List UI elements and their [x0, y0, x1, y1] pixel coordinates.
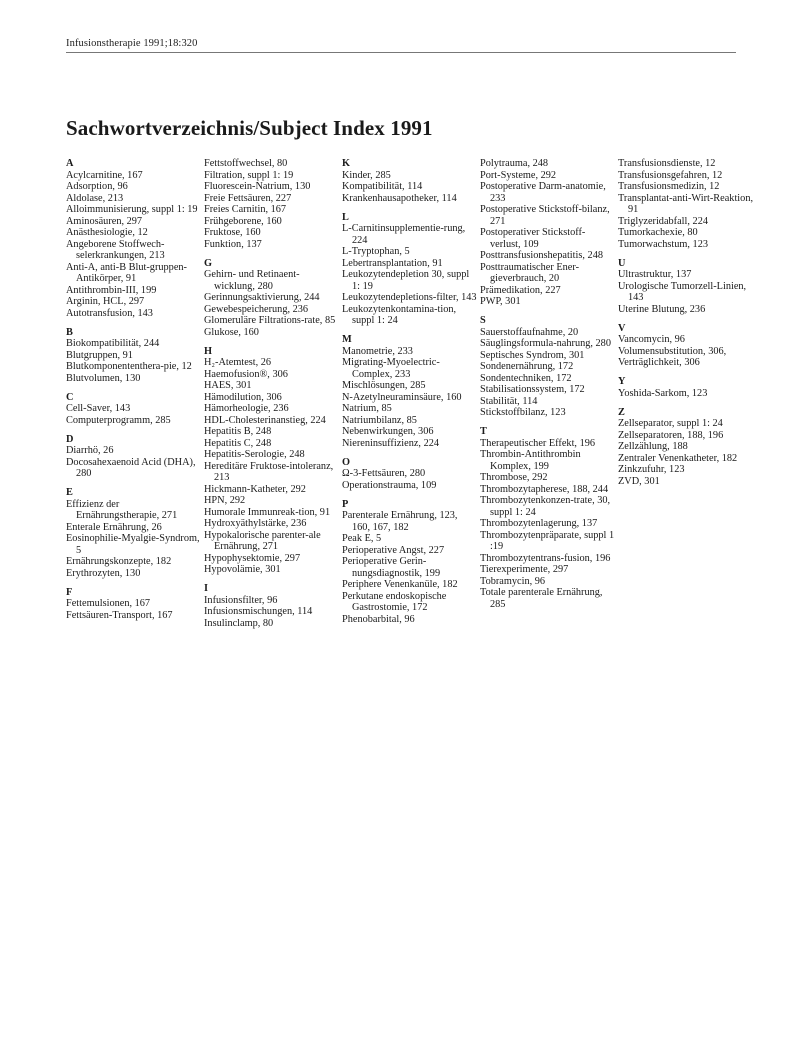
index-entry: Tumorwachstum, 123: [618, 238, 709, 250]
index-letter-heading: V: [618, 322, 626, 334]
index-entry: Thrombozytenpräparate, suppl 1 :19: [480, 529, 615, 552]
index-entry: Kinder, 285: [342, 169, 391, 181]
index-entry: Zinkzufuhr, 123: [618, 464, 685, 475]
index-letter-heading: F: [66, 586, 73, 598]
index-entry: Verträglichkeit, 306: [618, 357, 700, 368]
index-entry: Hepatitis-Serologie, 248: [204, 449, 305, 460]
index-entry: Angeborene Stoffwech-selerkrankungen, 213: [66, 238, 165, 261]
index-entry: Posttransfusionshepatitis, 248: [480, 250, 603, 261]
index-letter-heading: T: [480, 426, 487, 437]
index-entry: Lebertransplantation, 91: [342, 257, 443, 269]
index-entry: Hickmann-Katheter, 292: [204, 483, 306, 495]
index-entry: Alloimmunisierung, suppl 1: 19: [66, 204, 198, 215]
index-entry: Perkutane endoskopische Gastrostomie, 172: [342, 590, 447, 613]
index-entry: Biokompatibilität, 244: [66, 338, 160, 349]
index-entry: Blutkomponententhera-pie, 12: [66, 361, 192, 372]
index-entry: Polytrauma, 248: [480, 158, 549, 169]
index-entry: N-Azetylneuraminsäure, 160: [342, 391, 462, 403]
index-entry: Natrium, 85: [342, 403, 392, 414]
index-entry: Uterine Blutung, 236: [618, 303, 706, 315]
index-entry: Thrombozytapherese, 188, 244: [480, 483, 609, 495]
index-letter-heading: E: [66, 487, 73, 498]
index-entry: Transfusionsmedizin, 12: [618, 181, 720, 192]
index-entry: Blutgruppen, 91: [66, 349, 133, 361]
index-entry: Transfusionsdienste, 12: [618, 158, 716, 169]
index-entry: H₂-Atemtest, 26: [204, 357, 272, 368]
index-entry: Prämedikation, 227: [480, 284, 561, 296]
index-entry: Fettemulsionen, 167: [66, 598, 151, 609]
running-head: Infusionstherapie 1991;18:320: [66, 38, 198, 49]
index-entry: Thrombose, 292: [480, 472, 548, 483]
index-entry: Totale parenterale Ernährung, 285: [480, 587, 603, 610]
index-entry: Sondentechniken, 172: [480, 372, 572, 384]
index-entry: Computerprogramm, 285: [66, 414, 171, 426]
index-entry: Ultrastruktur, 137: [618, 269, 692, 280]
index-entry: Antithrombin-III, 199: [66, 284, 157, 296]
index-entry: L-Tryptophan, 5: [342, 246, 410, 257]
index-entry: Vancomycin, 96: [618, 334, 685, 345]
index-entry: Aminosäuren, 297: [66, 215, 143, 227]
index-entry: Natriumbilanz, 85: [342, 414, 417, 426]
index-entry: Tumorkachexie, 80: [618, 227, 698, 238]
index-entry: Fluorescein-Natrium, 130: [204, 181, 311, 192]
page-title: Sachwortverzeichnis/Subject Index 1991: [66, 116, 433, 140]
index-entry: Arginin, HCL, 297: [66, 296, 145, 307]
index-column: [618, 158, 758, 487]
index-column: [204, 158, 339, 629]
index-entry: Hypokalorische parenter-ale Ernährung, 271: [204, 529, 321, 552]
index-entry: Frühgeborene, 160: [204, 215, 282, 227]
index-entry: Aldolase, 213: [66, 192, 124, 204]
index-entry: Zellzählung, 188: [618, 441, 688, 452]
index-entry: Yoshida-Sarkom, 123: [618, 387, 708, 399]
index-entry: Stabilisationssystem, 172: [480, 384, 585, 395]
index-entry: Kompatibilität, 114: [342, 181, 423, 192]
index-letter-heading: U: [618, 257, 626, 269]
index-entry: Perioperative Angst, 227: [342, 544, 445, 556]
index-entry: Peak E, 5: [342, 533, 382, 544]
index-entry: Septisches Syndrom, 301: [480, 349, 585, 361]
index-entry: Filtration, suppl 1: 19: [204, 169, 294, 181]
index-entry: Infusionsmischungen, 114: [204, 606, 313, 617]
index-entry: Infusionsfilter, 96: [204, 594, 278, 606]
index-entry: Port-Systeme, 292: [480, 169, 557, 181]
index-entry: Fettsäuren-Transport, 167: [66, 609, 173, 621]
index-entry: Phenobarbital, 96: [342, 613, 415, 625]
index-entry: Fettstoffwechsel, 80: [204, 158, 288, 169]
index-entry: Nebenwirkungen, 306: [342, 426, 434, 437]
index-letter-heading: I: [204, 583, 209, 594]
index-letter-heading: Y: [618, 376, 626, 387]
index-entry: Tobramycin, 96: [480, 575, 546, 587]
index-entry: Urologische Tumorzell-Linien, 143: [618, 280, 747, 303]
header-rule: [66, 52, 736, 53]
index-entry: Hepatitis C, 248: [204, 437, 272, 449]
index-letter-heading: B: [66, 326, 73, 338]
index-entry: Volumensubstitution, 306,: [618, 345, 727, 357]
index-letter-heading: H: [204, 345, 213, 357]
index-entry: Glomeruläre Filtrations-rate, 85: [204, 315, 336, 326]
index-entry: Thrombozytentrans-fusion, 196: [480, 552, 611, 564]
index-entry: Stickstoffbilanz, 123: [480, 407, 566, 418]
index-entry: Eosinophilie-Myalgie-Syndrom, 5: [66, 533, 200, 556]
index-entry: Perioperative Gerin-nungsdiagnostik, 199: [342, 556, 441, 579]
index-entry: Therapeutischer Effekt, 196: [480, 437, 596, 449]
index-letter-heading: Z: [618, 406, 625, 418]
index-entry: Ernährungskonzepte, 182: [66, 556, 172, 567]
index-entry: Zellseparatoren, 188, 196: [618, 429, 724, 441]
index-entry: L-Carnitinsupplementie-rung, 224: [342, 223, 466, 246]
index-entry: Hämodilution, 306: [204, 391, 282, 403]
index-entry: Diarrhö, 26: [66, 445, 114, 456]
index-entry: Fruktose, 160: [204, 227, 261, 238]
index-entry: Freies Carnitin, 167: [204, 204, 287, 215]
index-entry: Enterale Ernährung, 26: [66, 521, 162, 533]
index-entry: Blutvolumen, 130: [66, 372, 141, 384]
index-entry: Acylcarnitine, 167: [66, 169, 143, 181]
index-entry: Cell-Saver, 143: [66, 403, 131, 414]
index-entry: Gewebespeicherung, 236: [204, 303, 309, 315]
index-entry: Docosahexaenoid Acid (DHA), 280: [66, 456, 196, 479]
index-entry: Manometrie, 233: [342, 345, 413, 357]
index-entry: Leukozytenkontamina-tion, suppl 1: 24: [342, 303, 457, 326]
index-entry: Hypophysektomie, 297: [204, 552, 301, 564]
index-entry: Triglyzeridabfall, 224: [618, 215, 708, 227]
index-column: [342, 158, 477, 625]
index-entry: Krankenhausapotheker, 114: [342, 192, 457, 204]
index-entry: Säuglingsformula-nahrung, 280: [480, 338, 611, 349]
index-entry: Thrombozytenlagerung, 137: [480, 518, 598, 529]
index-entry: Postoperative Stickstoff-bilanz, 271: [480, 204, 610, 227]
index-entry: Tierexperimente, 297: [480, 564, 569, 575]
index-column: [480, 158, 615, 610]
index-entry: Insulinclamp, 80: [204, 617, 274, 629]
index-entry: Transplantat-anti-Wirt-Reaktion, 91: [618, 192, 754, 215]
index-letter-heading: C: [66, 391, 74, 403]
index-entry: HPN, 292: [204, 495, 246, 506]
index-entry: Hereditäre Fruktose-intoleranz, 213: [204, 460, 334, 483]
index-letter-heading: M: [342, 334, 352, 345]
index-entry: Anästhesiologie, 12: [66, 227, 148, 238]
index-entry: Hydroxyäthylstärke, 236: [204, 518, 307, 529]
index-column: [66, 158, 201, 621]
index-entry: Sondenernährung, 172: [480, 361, 574, 372]
index-entry: Parenterale Ernährung, 123, 160, 167, 182: [342, 510, 458, 533]
index-entry: Leukozytendepletions-filter, 143: [342, 292, 477, 303]
index-entry: Hämorheologie, 236: [204, 403, 289, 414]
index-entry: Erythrozyten, 130: [66, 567, 141, 579]
index-entry: Gerinnungsaktivierung, 244: [204, 292, 320, 303]
index-letter-heading: K: [342, 158, 351, 169]
index-letter-heading: G: [204, 257, 213, 269]
index-entry: HDL-Cholesterinanstieg, 224: [204, 414, 326, 426]
index-letter-heading: S: [480, 315, 486, 326]
index-entry: Autotransfusion, 143: [66, 307, 153, 319]
index-entry: Operationstrauma, 109: [342, 479, 437, 491]
index-entry: Glukose, 160: [204, 326, 259, 338]
index-entry: Funktion, 137: [204, 238, 262, 250]
index-entry: Effizienz der Ernährungstherapie, 271: [66, 498, 178, 521]
index-entry: Gehirn- und Retinaent-wicklung, 280: [204, 269, 300, 292]
index-entry: Postoperative Darm-anatomie, 233: [480, 181, 606, 204]
index-entry: Thrombozytenkonzen-trate, 30, suppl 1: 24: [480, 495, 611, 518]
index-letter-heading: L: [342, 211, 349, 223]
index-entry: Stabilität, 114: [480, 395, 538, 407]
index-entry: Adsorption, 96: [66, 181, 128, 192]
index-entry: Zentraler Venenkatheter, 182: [618, 452, 738, 464]
index-entry: Zellseparator, suppl 1: 24: [618, 418, 723, 429]
index-letter-heading: D: [66, 433, 74, 445]
index-entry: Hepatitis B, 248: [204, 426, 272, 437]
index-entry: Posttraumatischer Ener-gieverbrauch, 20: [480, 261, 580, 284]
index-entry: Anti-A, anti-B Blut-gruppen-Antikörper, 91: [66, 261, 187, 284]
index-entry: Transfusionsgefahren, 12: [618, 169, 723, 181]
index-entry: Sauerstoffaufnahme, 20: [480, 326, 579, 338]
index-entry: Mischlösungen, 285: [342, 380, 426, 391]
index-letter-heading: O: [342, 456, 351, 468]
index-entry: Hypovolämie, 301: [204, 564, 281, 575]
index-entry: HAES, 301: [204, 380, 252, 391]
index-entry: Migrating-Myoelectric-Complex, 233: [342, 357, 440, 380]
index-entry: Postoperativer Stickstoff-verlust, 109: [480, 227, 586, 250]
index-entry: Haemofusion®, 306: [204, 368, 288, 380]
index-entry: Humorale Immunreak-tion, 91: [204, 506, 331, 518]
index-entry: Leukozytendepletion 30, suppl 1: 19: [342, 269, 470, 292]
index-entry: Ω-3-Fettsäuren, 280: [342, 468, 426, 479]
index-entry: Thrombin-Antithrombin Komplex, 199: [480, 449, 581, 472]
index-entry: Freie Fettsäuren, 227: [204, 192, 292, 204]
index-entry: Periphere Venenkanüle, 182: [342, 579, 458, 590]
index-entry: ZVD, 301: [618, 475, 660, 487]
index-entry: PWP, 301: [480, 296, 521, 307]
index-letter-heading: A: [66, 158, 74, 169]
index-letter-heading: P: [342, 498, 349, 510]
index-entry: Niereninsuffizienz, 224: [342, 437, 440, 449]
